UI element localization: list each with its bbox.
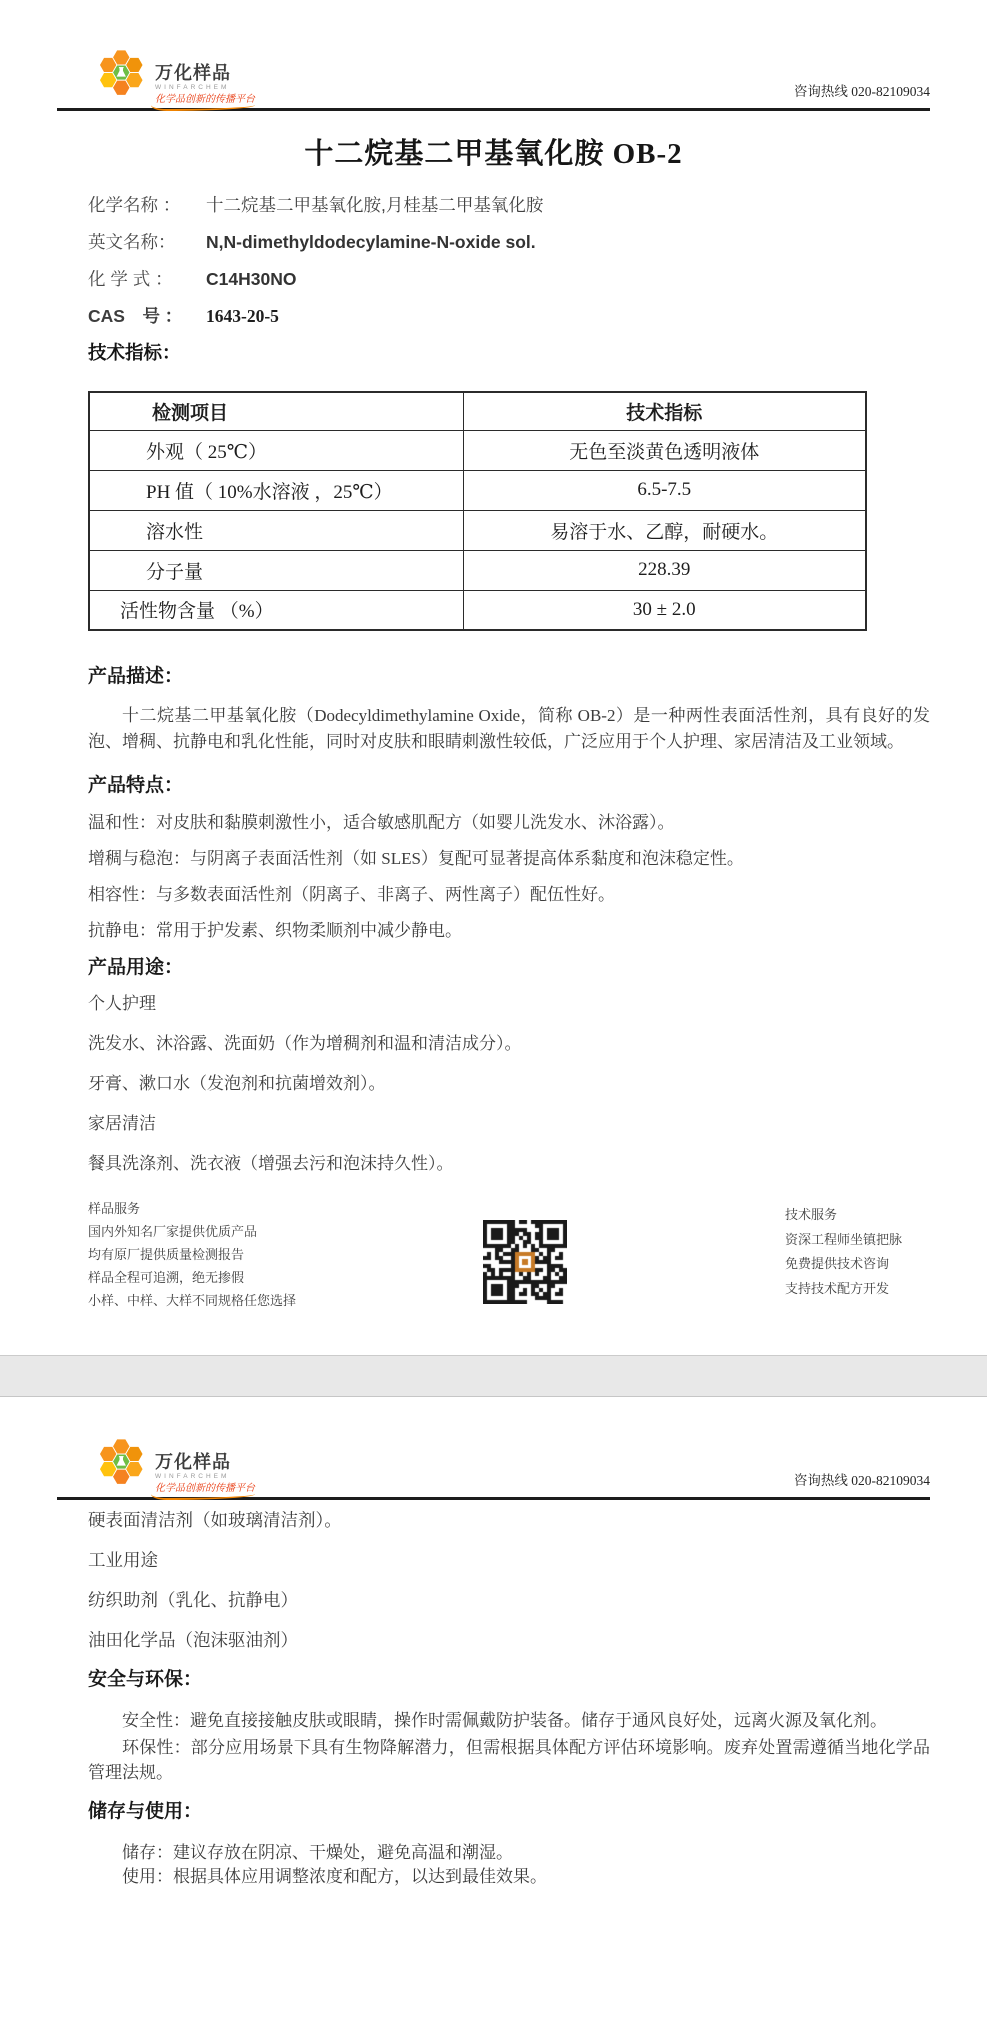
spec-item: PH 值（ 10%水溶液 ，25℃）	[89, 470, 463, 510]
logo-company-name-en: WINFARCHEM	[155, 84, 230, 91]
tech-service-block	[785, 1203, 902, 1301]
list-item: 油田化学品（泡沫驱油剂）	[88, 1630, 298, 1650]
company-logo	[97, 30, 255, 108]
safety-paragraph: 环保性：部分应用场景下具有生物降解潜力，但需根据具体配方评估环境影响。废弃处置需遵循当地化学品管理法规。	[88, 1738, 930, 1782]
safety-heading: 安全与环保：	[88, 1669, 203, 1690]
storage-paragraph: 使用：根据具体应用调整浓度和配方，以达到最佳效果。	[122, 1867, 547, 1886]
storage-heading: 储存与使用：	[88, 1801, 203, 1822]
chemical-info	[88, 195, 930, 326]
storage-paragraph: 储存：建议存放在阴凉、干燥处，避免高温和潮湿。	[122, 1843, 513, 1862]
info-value: 1643-20-5	[206, 306, 279, 326]
spec-value: 无色至淡黄色透明液体	[463, 430, 866, 470]
page-header	[57, 0, 930, 111]
info-label: 化 学 式 ：	[88, 269, 173, 289]
info-line-cas	[88, 306, 930, 326]
info-label: 化学名称 ：	[88, 195, 181, 215]
list-item: 小样、中样、大样不同规格任您选择	[88, 1293, 297, 1308]
description-paragraph: 十二烷基二甲基氧化胺（Dodecyldimethylamine Oxide，简称 OB-2）是一种两性表面活性剂，具有良好的发泡、增稠、抗静电和乳化性能，同时对皮肤和眼睛刺激性较低，广泛应用于个人护理、家居清洁及工业领域。	[88, 706, 930, 751]
info-label: CAS 号 ：	[88, 306, 183, 326]
table-row	[89, 590, 866, 630]
company-logo	[97, 1419, 255, 1497]
page-header	[57, 1397, 930, 1500]
info-value: N,N-dimethyldodecylamine-N-oxide sol.	[206, 232, 536, 252]
spec-item: 溶水性	[89, 510, 463, 550]
list-item: 免费提供技术咨询	[785, 1256, 890, 1271]
spec-value: 30 ± 2.0	[463, 590, 866, 630]
table-row	[89, 510, 866, 550]
safety-paragraph: 安全性：避免直接接触皮肤或眼睛，操作时需佩戴防护装备。储存于通风良好处，远离火源及氧化剂。	[122, 1711, 887, 1730]
features-heading: 产品特点：	[88, 775, 184, 796]
list-item: 家居清洁	[88, 1114, 156, 1133]
logo-slogan: 化学品创新的传播平台	[155, 94, 255, 111]
list-item: 硬表面清洁剂（如玻璃清洁剂）。	[88, 1510, 342, 1530]
list-item: 洗发水、沐浴露、洗面奶（作为增稠剂和温和清洁成分）。	[88, 1034, 522, 1053]
list-item: 国内外知名厂家提供优质产品	[88, 1224, 258, 1239]
uses-list	[0, 993, 987, 1175]
info-value: 十二烷基二甲基氧化胺,月桂基二甲基氧化胺	[206, 195, 544, 215]
info-line-chemical-name	[88, 195, 930, 215]
spec-item: 分子量	[89, 550, 463, 590]
logo-company-name: 万化样品	[155, 1452, 231, 1472]
column-header: 技术指标	[463, 392, 866, 430]
honeycomb-logo-icon	[97, 1436, 149, 1486]
tech-service-heading: 技术服务	[785, 1207, 838, 1222]
qr-code	[483, 1220, 567, 1304]
hotline-phone: 咨询热线 020-82109034	[793, 1473, 930, 1488]
logo-company-name-en: WINFARCHEM	[155, 1473, 230, 1480]
table-row	[89, 550, 866, 590]
honeycomb-logo-icon	[97, 47, 149, 97]
uses-heading: 产品用途：	[88, 957, 184, 978]
hotline-phone: 咨询热线 020-82109034	[793, 84, 930, 99]
uses-continued-list	[0, 1508, 987, 1652]
table-header-row	[89, 392, 866, 430]
spec-table	[88, 391, 867, 631]
spec-value: 228.39	[463, 550, 866, 590]
list-item: 增稠与稳泡：与阴离子表面活性剂（如 SLES）复配可显著提高体系黏度和泡沫稳定性。	[88, 849, 744, 868]
sample-service-heading: 样品服务	[88, 1201, 141, 1216]
list-item: 均有原厂提供质量检测报告	[88, 1247, 245, 1262]
table-row	[89, 430, 866, 470]
qr-code-image	[483, 1220, 567, 1304]
info-label: 英文名称：	[88, 232, 176, 252]
column-header: 检测项目	[89, 392, 463, 430]
spec-value: 6.5-7.5	[463, 470, 866, 510]
list-item: 纺织助剂（乳化、抗静电）	[88, 1590, 298, 1610]
list-item: 样品全程可追溯，绝无掺假	[88, 1270, 245, 1285]
spec-value: 易溶于水、乙醇，耐硬水。	[463, 510, 866, 550]
list-item: 餐具洗涤剂、洗衣液（增强去污和泡沫持久性）。	[88, 1154, 454, 1173]
page-title: 十二烷基二甲基氧化胺 OB-2	[304, 138, 683, 170]
list-item: 相容性：与多数表面活性剂（阴离子、非离子、两性离子）配伍性好。	[88, 885, 615, 904]
list-item: 资深工程师坐镇把脉	[785, 1231, 903, 1247]
list-item: 支持技术配方开发	[785, 1280, 890, 1296]
spec-item: 活性物含量 （%）	[89, 590, 463, 630]
table-row	[89, 470, 866, 510]
description-heading: 产品描述：	[88, 666, 184, 687]
spec-item: 外观（ 25℃）	[89, 430, 463, 470]
list-item: 工业用途	[88, 1550, 158, 1570]
list-item: 温和性：对皮肤和黏膜刺激性小，适合敏感肌配方（如婴儿洗发水、沐浴露）。	[88, 813, 675, 832]
info-line-english-name	[88, 232, 930, 252]
page-break-band	[0, 1355, 987, 1397]
logo-company-name: 万化样品	[155, 63, 231, 83]
info-line-formula	[88, 269, 930, 289]
list-item: 牙膏、漱口水（发泡剂和抗菌增效剂）。	[88, 1074, 386, 1093]
page-2	[0, 1397, 987, 1889]
logo-slogan: 化学品创新的传播平台	[155, 1483, 255, 1500]
features-list	[0, 812, 987, 942]
list-item: 抗静电：常用于护发素、织物柔顺剂中减少静电。	[88, 921, 462, 940]
info-value: C14H30NO	[206, 269, 297, 289]
tech-spec-heading: 技术指标：	[88, 344, 181, 364]
page-footer	[88, 1197, 930, 1312]
list-item: 个人护理	[88, 994, 156, 1013]
